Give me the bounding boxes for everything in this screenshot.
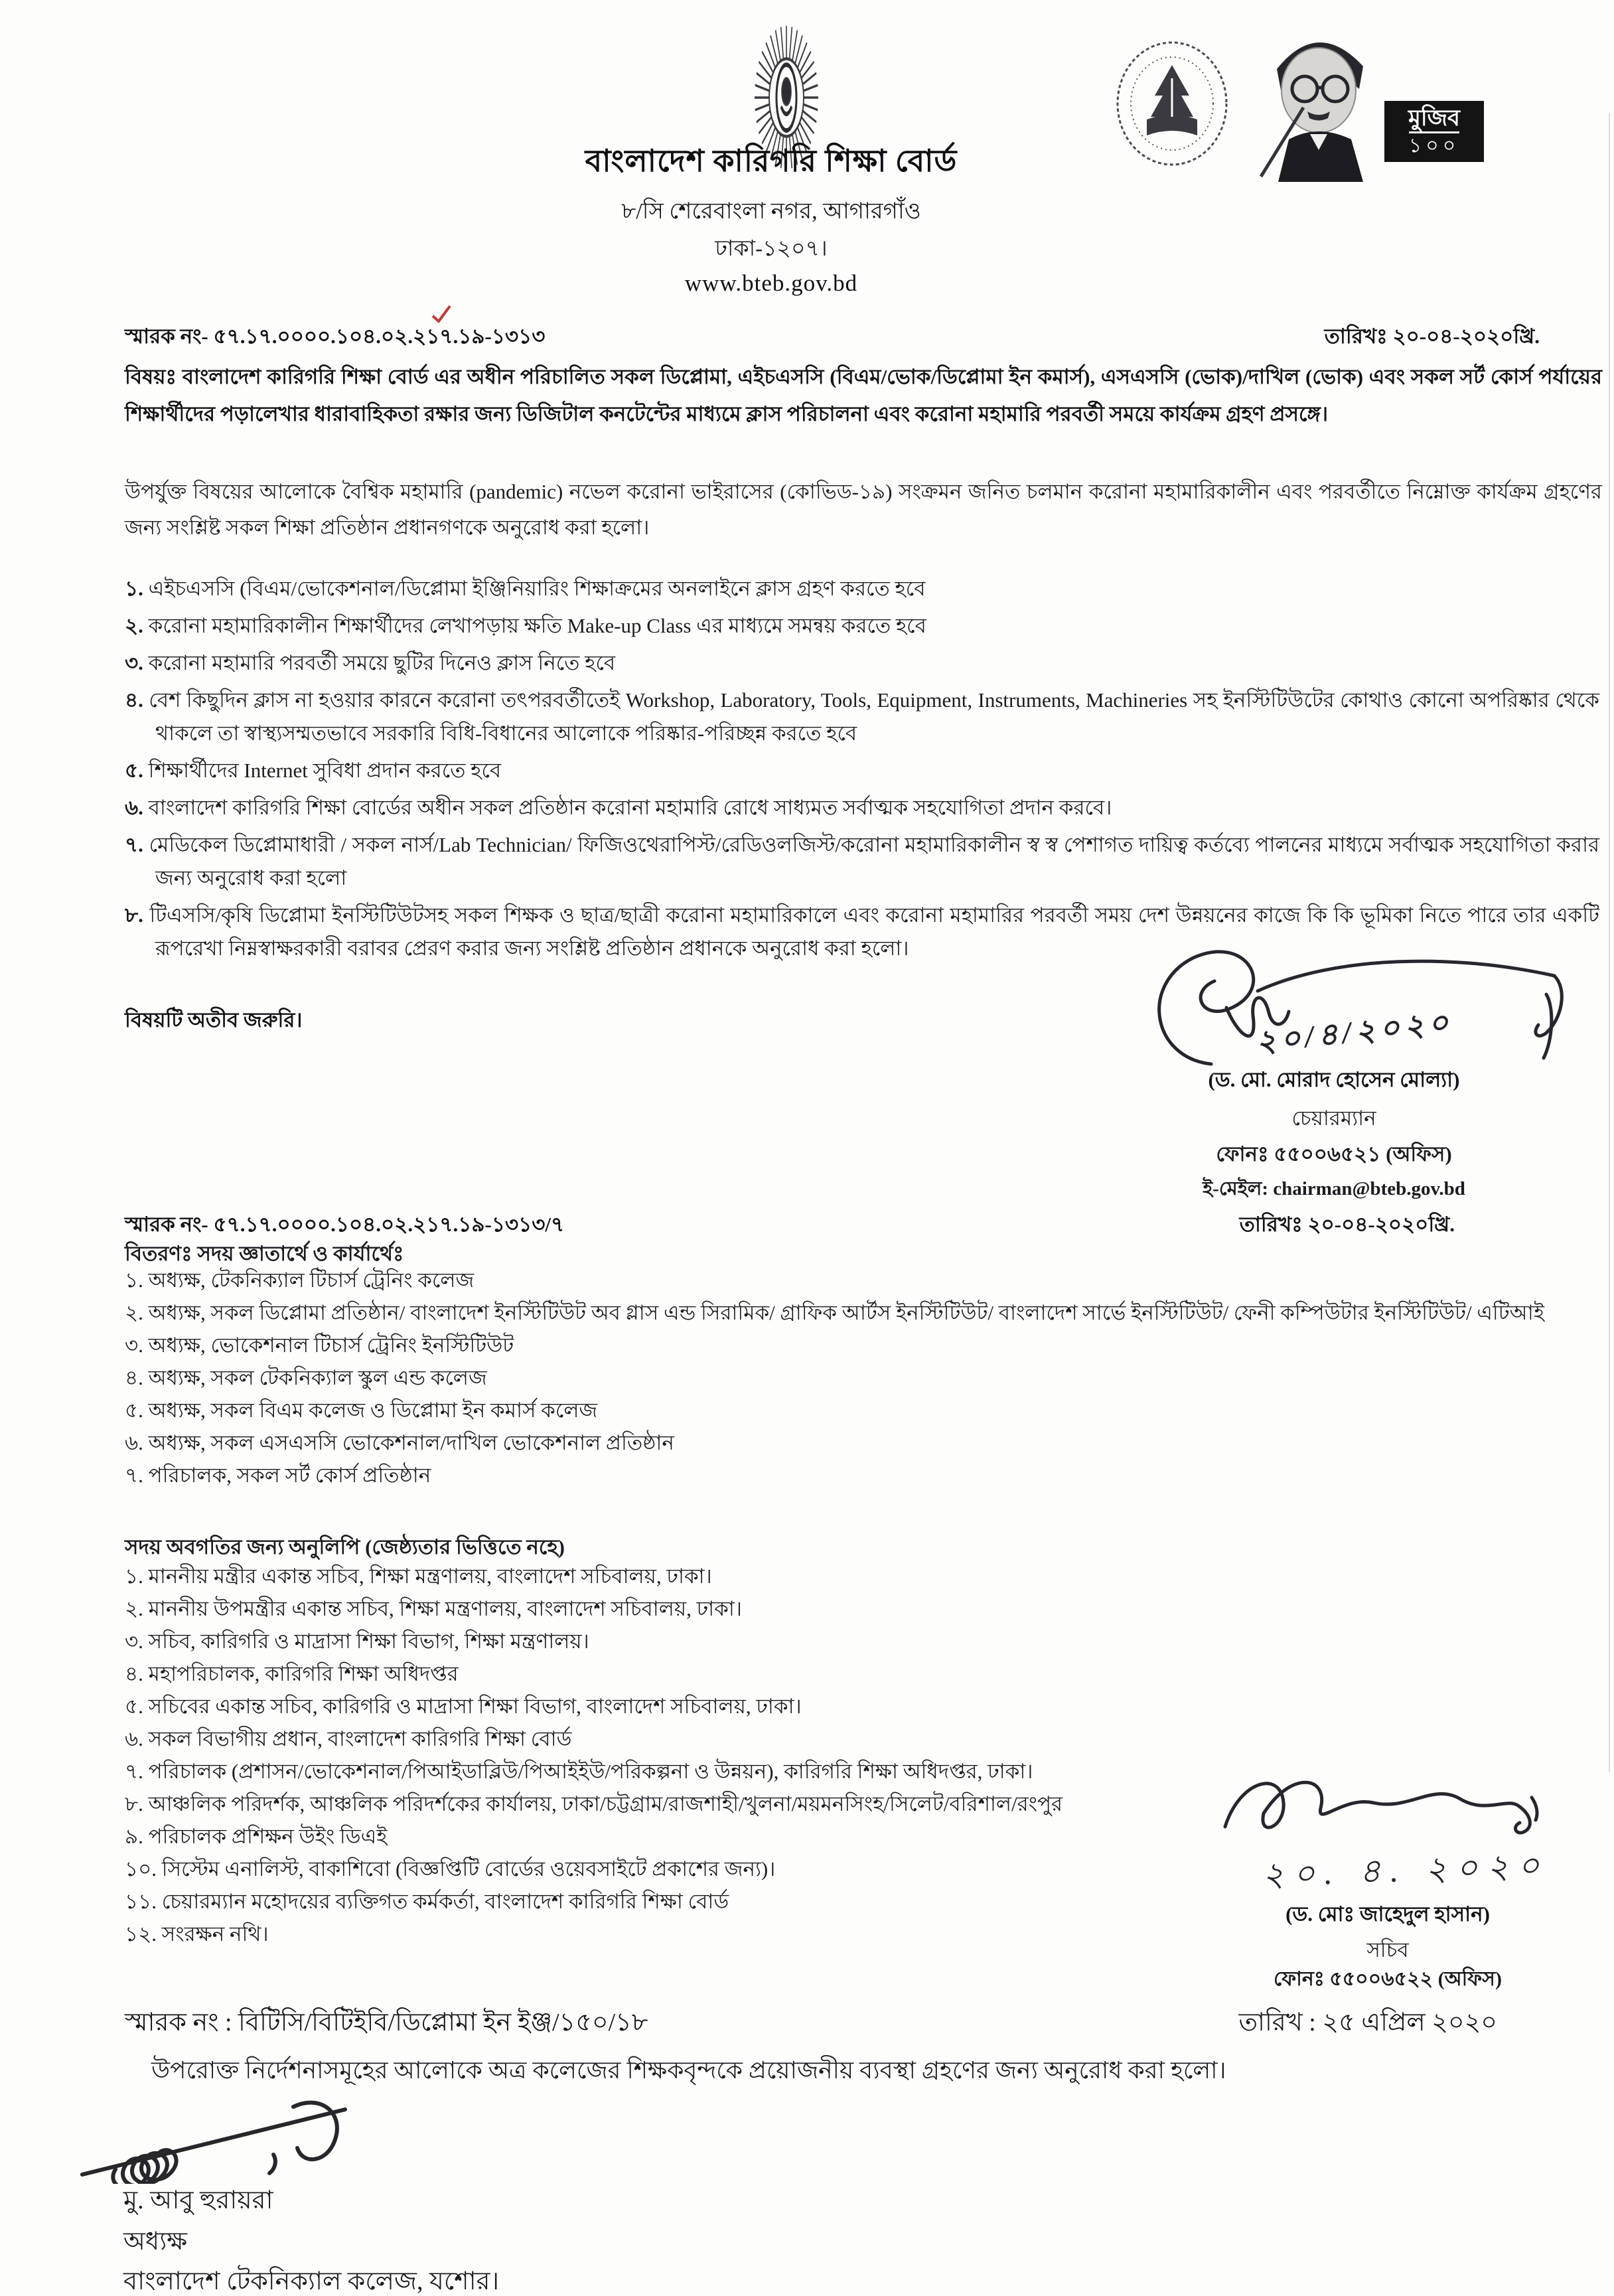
cc-item — [125, 1691, 1558, 1721]
item-text: করোনা মহামারি পরবর্তী সময়ে ছুটির দিনেও ক্লাস নিতে হবে — [148, 651, 616, 674]
item-text: বেশ কিছুদিন ক্লাস না হওয়ার কারনে করোনা তৎপরবর্তীতেই Workshop, Laboratory, Tools, Equipment, Instruments, Machineries সহ ইনস্টিটিউটের কোথাও কোনো অপরিষ্কার থেকে থাকলে তা স্বাস্থ্যসম্মতভাবে সরকারি বিধি-বিধানের আলোকে পরিষ্কার-পরিচ্ছন্ন করতে হবে — [149, 688, 1599, 745]
item-text: সংরক্ষন নথি। — [161, 1922, 269, 1946]
item-text: শিক্ষার্থীদের Internet সুবিধা প্রদান করতে হবে — [148, 759, 502, 782]
forwarding-note: উপরোক্ত নির্দেশনাসমূহের আলোকে অত্র কলেজের শিক্ষকবৃন্দকে প্রয়োজনীয় ব্যবস্থা গ্রহণের জন্য অনুরোধ করা হলো। — [151, 2057, 1226, 2084]
principal-name: মু. আবু হুরায়রা — [123, 2186, 273, 2214]
intro-paragraph: উপর্যুক্ত বিষয়ের আলোকে বৈশ্বিক মহামারি (pandemic) নভেল করোনা ভাইরাসের (কোভিড-১৯) সংক্রমন জনিত চলমান করোনা মহামারিকালীন এবং পরবর্তীতে নিম্নোক্ত কার্যক্রম গ্রহণের জন্য সংশ্লিষ্ট সকল শিক্ষা প্রতিষ্ঠান প্রধানগণকে অনুরোধ করা হলো। — [125, 480, 1602, 539]
item-number: ১০. — [125, 1857, 157, 1880]
item-number: ৪. — [125, 1366, 143, 1389]
item-number: ২. — [125, 614, 143, 637]
principal-title: অধ্যক্ষ — [123, 2228, 188, 2256]
item-text: মাননীয় মন্ত্রীর একান্ত সচিব, শিক্ষা মন্ত্রণালয়, বাংলাদেশ সচিবালয়, ঢাকা। — [148, 1565, 712, 1588]
item-text: পরিচালক (প্রশাসন/ভোকেশনাল/পিআইডাব্লিউ/পিআইইউ/পরিকল্পনা ও উন্নয়ন), কারিগরি শিক্ষা অধিদপ্তর, ঢাকা। — [148, 1760, 1033, 1783]
cc-heading: সদয় অবগতির জন্য অনুলিপি (জেষ্ঠ্যতার ভিত্তিতে নহে) — [125, 1535, 565, 1559]
memo2-number: স্মারক নং- ৫৭.১৭.০০০০.১০৪.০২.২১৭.১৯-১৩১৩/৭ — [125, 1213, 565, 1236]
red-check-mark — [430, 304, 453, 324]
item-text: অধ্যক্ষ, ভোকেশনাল টিচার্স ট্রেনিং ইনস্টিটিউট — [148, 1334, 514, 1357]
item-number: ১. — [125, 1268, 143, 1292]
item-text: পরিচালক, সকল সর্ট কোর্স প্রতিষ্ঠান — [148, 1464, 431, 1487]
secretary-title: সচিব — [1366, 1938, 1409, 1961]
memo1-date: তারিখঃ ২০-০৪-২০২০খ্রি. — [1324, 325, 1540, 348]
distribution-item — [125, 1395, 1599, 1425]
item-text: এইচএসসি (বিএম/ভোকেশনাল/ডিপ্লোমা ইঞ্জিনিয়ারিং শিক্ষাক্রমের অনলাইনে ক্লাস গ্রহণ করতে হবে — [148, 577, 926, 600]
directive-item — [125, 609, 1599, 643]
cc-list — [125, 1561, 1558, 1952]
mujib-logo-text: মুজিব — [1408, 106, 1460, 131]
cc-item — [125, 1626, 1558, 1656]
directive-item — [125, 572, 1599, 605]
item-number: ৫. — [125, 759, 143, 782]
item-number: ১১. — [125, 1890, 157, 1913]
item-number: ৪. — [125, 688, 143, 712]
item-text: সচিব, কারিগরি ও মাদ্রাসা শিক্ষা বিভাগ, শিক্ষা মন্ত্রণালয়। — [148, 1630, 589, 1653]
distribution-item — [125, 1265, 1599, 1295]
secretary-signature-block — [1232, 1901, 1544, 1993]
memo2-date: তারিখঃ ২০-০৪-২০২০খ্রি. — [1239, 1213, 1455, 1236]
chairman-signature-block — [1168, 1066, 1500, 1203]
memo-row-1 — [0, 320, 1614, 354]
item-text: করোনা মহামারিকালীন শিক্ষার্থীদের লেখাপড়ায় ক্ষতি Make-up Class এর মাধ্যমে সমন্বয় করতে হবে — [148, 614, 926, 637]
directive-item — [125, 791, 1599, 824]
distribution-item — [125, 1330, 1599, 1360]
item-text: অধ্যক্ষ, সকল ডিপ্লোমা প্রতিষ্ঠান/ বাংলাদেশ ইনস্টিটিউট অব গ্লাস এন্ড সিরামিক/ গ্রাফিক আর্টস ইনস্টিটিউট/ বাংলাদেশ সার্ভে ইনস্টিটিউট/ ফেনী কম্পিউটার ইনস্টিটিউট/ এটিআই — [148, 1301, 1544, 1324]
principal-organization: বাংলাদেশ টেকনিক্যাল কলেজ, যশোর। — [123, 2267, 500, 2295]
item-text: মাননীয় উপমন্ত্রীর একান্ত সচিব, শিক্ষা মন্ত্রণালয়, বাংলাদেশ সচিবালয়, ঢাকা। — [148, 1597, 742, 1620]
distribution-item — [125, 1363, 1599, 1393]
item-number: ৭. — [125, 1464, 143, 1487]
board-address-line1: ৮/সি শেরেবাংলা নগর, আগারগাঁও — [621, 199, 921, 224]
chairman-signature — [1122, 928, 1579, 1077]
item-text: সচিবের একান্ত সচিব, কারিগরি ও মাদ্রাসা শিক্ষা বিভাগ, বাংলাদেশ সচিবালয়, ঢাকা। — [148, 1695, 802, 1718]
item-text: অধ্যক্ষ, সকল টেকনিক্যাল স্কুল এন্ড কলেজ — [148, 1366, 487, 1389]
item-text: সিস্টেম এনালিস্ট, বাকাশিবো (বিজ্ঞপ্তিটি বোর্ডের ওয়েবসাইটে প্রকাশের জন্য)। — [161, 1857, 776, 1880]
cc-item — [125, 1659, 1558, 1689]
board-website: www.bteb.gov.bd — [684, 270, 858, 296]
cc-item — [125, 1594, 1558, 1624]
memo3-number: স্মারক নং : বিটিসি/বিটিইবি/ডিপ্লোমা ইন ইঞ্জ/১৫০/১৮ — [125, 2009, 648, 2036]
item-text: অধ্যক্ষ, সকল বিএম কলেজ ও ডিপ্লোমা ইন কমার্স কলেজ — [148, 1399, 598, 1422]
mujib-100-logo — [1384, 101, 1484, 162]
directive-item — [125, 828, 1599, 895]
item-text: বাংলাদেশ কারিগরি শিক্ষা বোর্ডের অধীন সকল প্রতিষ্ঠান করোনা মহামারি রোধে সাধ্যমত সর্বাত্মক সহযোগিতা প্রদান করবে। — [148, 796, 1112, 819]
memo1-number: স্মারক নং- ৫৭.১৭.০০০০.১০৪.০২.২১৭.১৯-১৩১৩ — [125, 325, 546, 348]
chairman-name: (ড. মো. মোরাদ হোসেন মোল্যা) — [1208, 1068, 1460, 1091]
item-number: ৩. — [125, 1630, 143, 1653]
item-text: টিএসসি/কৃষি ডিপ্লোমা ইনস্টিটিউটসহ সকল শিক্ষক ও ছাত্র/ছাত্রী করোনা মহামারিকালে এবং করোনা মহামারির পরবর্তী সময় দেশ উন্নয়নের কাজে কি কি ভূমিকা নিতে পারে তার একটি রূপরেখা নিম্নস্বাক্ষরকারী বরাবর প্রেরণ করার জন্য সংশ্লিষ্ট প্রতিষ্ঠান প্রধানকে অনুরোধ করা হলো। — [149, 903, 1600, 960]
item-text: চেয়ারম্যান মহোদয়ের ব্যক্তিগত কর্মকর্তা, বাংলাদেশ কারিগরি শিক্ষা বোর্ড — [161, 1890, 729, 1913]
item-number: ৮. — [125, 903, 143, 927]
memo-row-3 — [0, 2006, 1614, 2040]
item-number: ৬. — [125, 1727, 143, 1750]
item-number: ৭. — [125, 1760, 143, 1783]
directive-item — [125, 647, 1599, 680]
item-text: অধ্যক্ষ, টেকনিক্যাল টিচার্স ট্রেনিং কলেজ — [148, 1268, 475, 1292]
item-number: ৫. — [125, 1695, 143, 1718]
secretary-signature — [1220, 1758, 1545, 1854]
item-text: সকল বিভাগীয় প্রধান, বাংলাদেশ কারিগরি শিক্ষা বোর্ড — [148, 1727, 572, 1750]
scan-edge-artifact — [1609, 113, 1610, 1772]
distribution-item — [125, 1428, 1599, 1458]
item-number: ১২. — [125, 1922, 157, 1946]
chairman-phone: ফোনঃ ৫৫০০৬৫২১ (অফিস) — [1216, 1142, 1452, 1166]
chairman-email: ই-মেইল: chairman@bteb.gov.bd — [1203, 1178, 1465, 1199]
education-board-round-seal-icon — [1114, 38, 1230, 169]
item-text: মেডিকেল ডিপ্লোমাধারী / সকল নার্স/Lab Technician/ ফিজিওথেরাপিস্ট/রেডিওলজিস্ট/করোনা মহামারিকালীন স্ব স্ব পেশাগত দায়িত্ব কর্তব্যে পালনের মাধ্যমে সর্বাত্মক সহযোগিতা করার জন্য অনুরোধ করা হলো — [149, 833, 1600, 889]
cc-item — [125, 1561, 1558, 1591]
item-number: ২. — [125, 1597, 143, 1620]
item-number: ৭. — [125, 833, 143, 856]
item-number: ২. — [125, 1301, 143, 1324]
secretary-phone: ফোনঃ ৫৫০০৬৫২২ (অফিস) — [1274, 1968, 1502, 1990]
principal-signature — [74, 2091, 386, 2184]
mujib-logo-number: ১০০ — [1409, 131, 1459, 158]
subject-line: বিষয়ঃ বাংলাদেশ কারিগরি শিক্ষা বোর্ড এর অধীন পরিচালিত সকল ডিপ্লোমা, এইচএসসি (বিএম/ভোক/ডিপ্লোমা ইন কমার্স), এসএসসি (ভোক)/দাখিল (ভোক) এবং সকল সর্ট কোর্স পর্যায়ের শিক্ষার্থীদের পড়ালেখার ধারাবাহিকতা রক্ষার জন্য ডিজিটাল কনটেন্টের মাধ্যমে ক্লাস পরিচালনা এবং করোনা মহামারি পরবর্তী সময়ে কার্যক্রম গ্রহণ প্রসঙ্গে। — [125, 365, 1602, 425]
distribution-item — [125, 1298, 1599, 1328]
memo3-date: তারিখ : ২৫ এপ্রিল ২০২০ — [1238, 2009, 1497, 2036]
item-text: পরিচালক প্রশিক্ষন উইং ডিএই — [148, 1825, 388, 1848]
item-number: ৫. — [125, 1399, 143, 1422]
item-number: ৬. — [125, 1431, 143, 1454]
directive-item — [125, 684, 1599, 750]
item-number: ৩. — [125, 1334, 143, 1357]
distribution-item — [125, 1460, 1599, 1490]
secretary-handwritten-date: ২০. ৪. ২০২০ — [1262, 1846, 1550, 1894]
item-text: অধ্যক্ষ, সকল এসএসসি ভোকেশনাল/দাখিল ভোকেশনাল প্রতিষ্ঠান — [148, 1431, 674, 1454]
item-number: ১. — [125, 1565, 143, 1588]
secretary-name: (ড. মোঃ জাহেদুল হাসান) — [1285, 1902, 1490, 1926]
item-text: মহাপরিচালক, কারিগরি শিক্ষা অধিদপ্তর — [148, 1662, 459, 1685]
item-number: ৪. — [125, 1662, 143, 1685]
board-address-line2: ঢাকা-১২০৭। — [715, 237, 828, 261]
item-number: ৮. — [125, 1792, 143, 1815]
chairman-handwritten-date: ২০/৪/২০২০ — [1254, 1004, 1455, 1059]
board-name: বাংলাদেশ কারিগরি শিক্ষা বোর্ড — [585, 144, 958, 178]
cc-item — [125, 1724, 1558, 1754]
distribution-list — [125, 1265, 1599, 1493]
item-text: আঞ্চলিক পরিদর্শক, আঞ্চলিক পরিদর্শকের কার্যালয়, ঢাকা/চট্টগ্রাম/রাজশাহী/খুলনা/ময়মনসিংহ/সিলেট/বরিশাল/রংপুর — [148, 1792, 1063, 1815]
directive-item — [125, 754, 1599, 787]
item-number: ৯. — [125, 1825, 143, 1848]
urgent-note: বিষয়টি অতীব জরুরি। — [125, 1008, 303, 1032]
chairman-title: চেয়ারম্যান — [1291, 1107, 1376, 1130]
item-number: ৬. — [125, 796, 143, 819]
item-number: ৩. — [125, 651, 143, 674]
distribution-heading: বিতরণঃ সদয় জ্ঞাতার্থে ও কার্যার্থেঃ — [125, 1242, 404, 1265]
directives-list — [125, 572, 1599, 969]
item-number: ১. — [125, 577, 143, 600]
